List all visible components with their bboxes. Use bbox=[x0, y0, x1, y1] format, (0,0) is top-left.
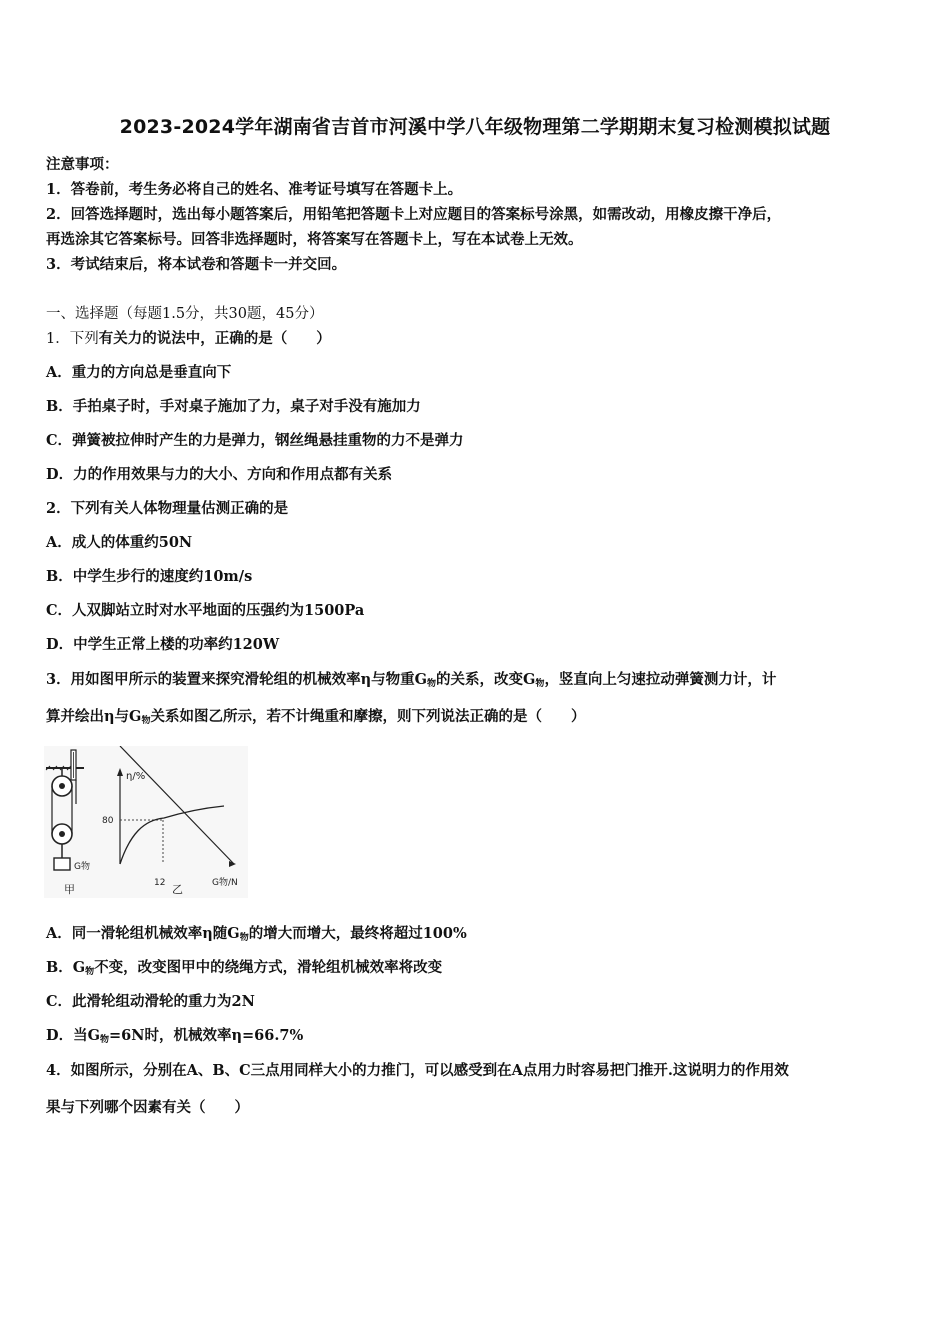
question-2-option-c: C．人双脚站立时对水平地面的压强约为1500Pa bbox=[46, 602, 365, 619]
question-4-stem-line-2: 果与下列哪个因素有关（ ） bbox=[46, 1099, 249, 1116]
question-4-stem-line-1: 4．如图所示，分别在A、B、C三点用同样大小的力推门，可以感受到在A点用力时容易把门推开.这说明力的作用效 bbox=[46, 1062, 789, 1079]
page-title: 2023-2024学年湖南省吉首市河溪中学八年级物理第二学期期末复习检测模拟试题 bbox=[119, 116, 831, 138]
question-2-stem: 2．下列有关人体物理量估测正确的是 bbox=[46, 500, 289, 517]
question-1-option-d: D．力的作用效果与力的大小、方向和作用点都有关系 bbox=[46, 466, 393, 483]
question-2-option-d: D．中学生正常上楼的功率约120W bbox=[46, 636, 280, 653]
figure-jia-caption: 甲 bbox=[64, 883, 75, 896]
notice-item-3: 3．考试结束后，将本试卷和答题卡一并交回。 bbox=[46, 256, 347, 273]
y-axis-label: η/% bbox=[126, 771, 146, 782]
figure-yi-caption: 乙 bbox=[172, 883, 183, 896]
question-3-option-b: B．$G_物$不变，改变图甲中的绕绳方式，滑轮组机械效率将改变 bbox=[46, 959, 443, 977]
y-tick-80: 80 bbox=[102, 816, 114, 826]
question-2-option-a: A．成人的体重约50N bbox=[46, 534, 193, 551]
x-axis-label: G物/N bbox=[212, 878, 238, 888]
question-1-text: 有关力的说法中，正确的是（ ） bbox=[98, 330, 331, 347]
question-3-figure bbox=[44, 746, 248, 898]
question-3-stem-line-1: 3．用如图甲所示的装置来探究滑轮组的机械效率η与物重$G_物$的关系，改变$G_物$，竖直向上匀速拉动弹簧测力计，计 bbox=[46, 671, 777, 689]
question-1-prefix: 1．下列 bbox=[46, 331, 99, 347]
pulley-and-efficiency-figure bbox=[44, 746, 248, 898]
question-3-stem-line-2: 算并绘出η与$G_物$关系如图乙所示，若不计绳重和摩擦，则下列说法正确的是（ ） bbox=[46, 708, 586, 726]
question-2-option-b: B．中学生步行的速度约10m/s bbox=[46, 568, 253, 585]
section-heading: 一、选择题（每题1.5分，共30题，45分） bbox=[46, 306, 324, 322]
question-3-option-a: A．同一滑轮组机械效率η随$G_物$的增大而增大，最终将超过100% bbox=[46, 925, 467, 943]
question-1-option-a: A．重力的方向总是垂直向下 bbox=[46, 364, 232, 381]
notice-item-2: 2．回答选择题时，选出每小题答案后，用铅笔把答题卡上对应题目的答案标号涂黑，如需改动，用橡皮擦干净后， bbox=[46, 206, 782, 223]
question-1-option-c: C．弹簧被拉伸时产生的力是弹力，钢丝绳悬挂重物的力不是弹力 bbox=[46, 432, 464, 449]
notice-item-2-cont: 再选涂其它答案标号。回答非选择题时，将答案写在答题卡上，写在本试卷上无效。 bbox=[46, 231, 583, 248]
notice-heading: 注意事项： bbox=[46, 156, 119, 173]
hanging-weight bbox=[54, 858, 70, 870]
question-1-stem bbox=[46, 327, 331, 348]
weight-label: G物 bbox=[74, 862, 90, 872]
question-3-option-c: C．此滑轮组动滑轮的重力为2N bbox=[46, 993, 255, 1010]
question-1-option-b: B．手拍桌子时，手对桌子施加了力，桌子对手没有施加力 bbox=[46, 398, 421, 415]
question-3-option-d: D．当$G_物=6N$时，机械效率η=66.7% bbox=[46, 1027, 304, 1045]
x-tick-12: 12 bbox=[154, 878, 166, 888]
notice-item-1: 1．答卷前，考生务必将自己的姓名、准考证号填写在答题卡上。 bbox=[46, 181, 463, 198]
